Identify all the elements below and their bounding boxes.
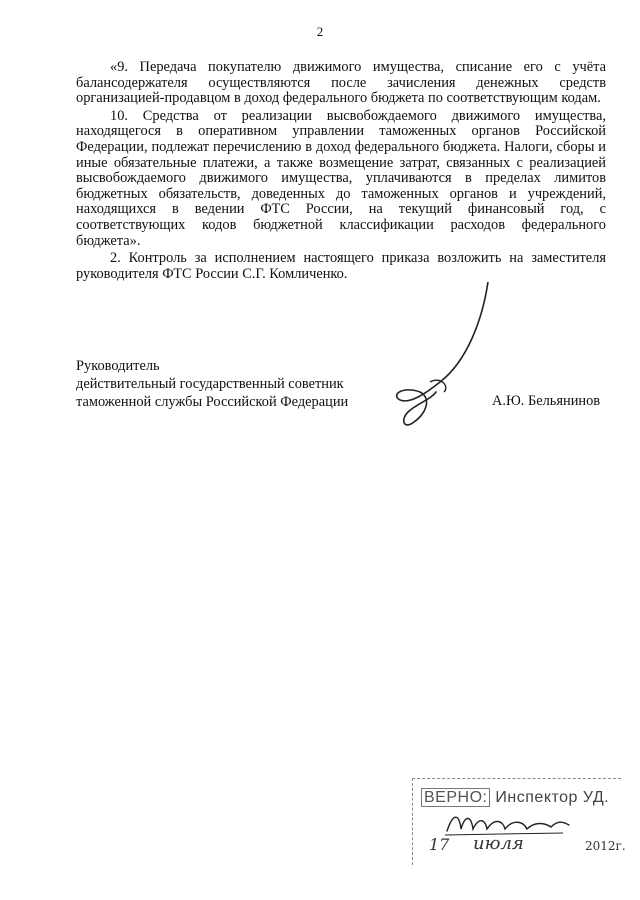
document-body: [76, 60, 606, 284]
signer-name: А.Ю. Бельянинов: [492, 393, 601, 409]
paragraph-item-9: «9. Передача покупателю движимого имущества, списание его с учёта балансодержателя осуществляются после зачисления денежных средств организацией-продавцом в доход федерального бюджета по соответствующим кодам.: [76, 59, 606, 107]
paragraph-control: 2. Контроль за исполнением настоящего приказа возложить на заместителя руководителя ФТС России С.Г. Комличенко.: [76, 250, 606, 282]
handwritten-signature: [370, 282, 520, 442]
certification-stamp: [412, 778, 626, 865]
stamp-date-year: 2012г.: [585, 839, 626, 853]
paragraph-item-10: 10. Средства от реализации высвобождаемого движимого имущества, находящегося в оперативном управлении таможенных органов Российской Федерации, подлежат перечислению в доход федерального бюджета. Налоги, сборы и иные обязательные платежи, а также возмещение затрат, связанных с реализацией высвобождаемого движимого имущества, уплачиваются в пределах лимитов бюджетных обязательств, доведенных до таможенных органов и учреждений, находящихся в ведении ФТС России, на текущий финансовый год, с соответствующих кодов бюджетной классификации расходов федерального бюджета».: [76, 107, 606, 249]
stamp-date-month: июля: [473, 833, 524, 854]
stamp-date-day: 17: [429, 835, 450, 854]
signatory-block: [76, 357, 376, 411]
signatory-title-line-1: Руководитель: [76, 358, 160, 374]
stamp-position: Инспектор УД.: [495, 789, 610, 806]
stamp-verno-label: ВЕРНО:: [421, 788, 490, 807]
stamp-header: [421, 789, 609, 807]
page-number: 2: [316, 24, 324, 39]
signatory-title-line-2: действительный государственный советник: [76, 376, 344, 392]
signatory-title-line-3: таможенной службы Российской Федерации: [76, 394, 349, 410]
